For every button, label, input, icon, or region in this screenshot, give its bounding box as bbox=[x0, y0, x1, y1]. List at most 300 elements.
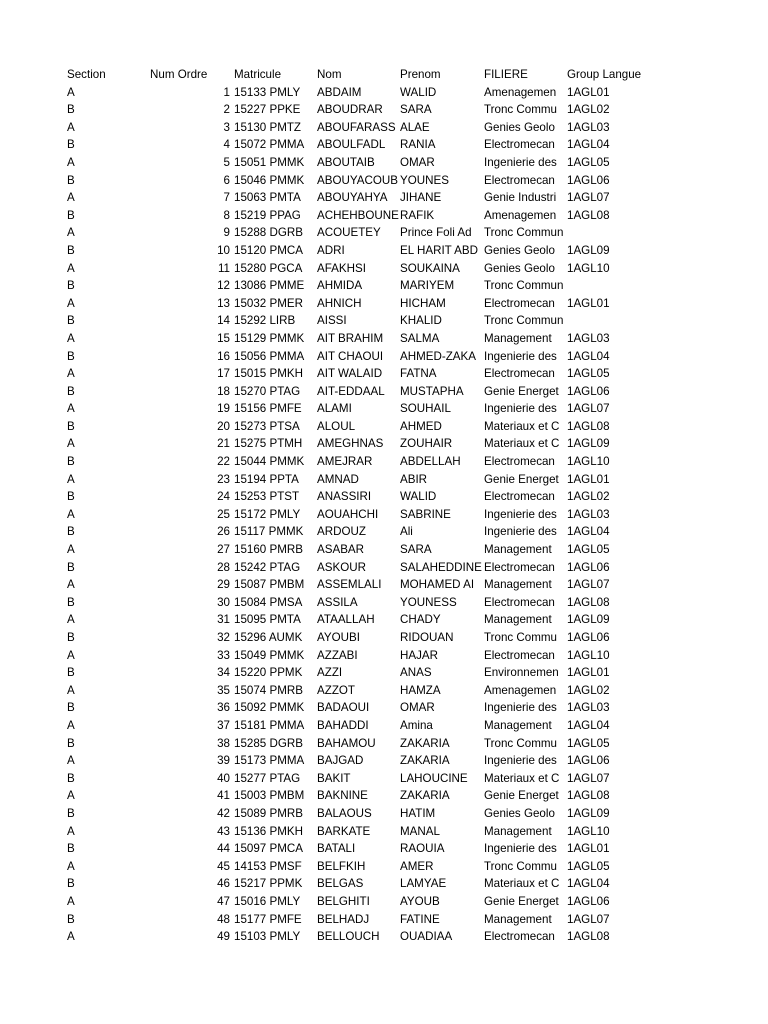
cell-group-langue: 1AGL10 bbox=[567, 261, 610, 275]
cell-num-ordre: 36 bbox=[217, 701, 230, 715]
cell-group-langue bbox=[567, 312, 657, 330]
cell-group-langue bbox=[567, 277, 657, 295]
cell-filiere: Genies Geolo bbox=[484, 243, 555, 257]
cell-group-langue: 1AGL01 bbox=[567, 296, 610, 310]
cell-filiere: Electromecan bbox=[484, 138, 555, 152]
cell-prenom: SOUHAIL bbox=[400, 402, 451, 416]
cell-prenom: AHMED bbox=[400, 419, 442, 433]
cell-prenom: FATNA bbox=[400, 367, 437, 381]
cell-nom: ABOUFARASS bbox=[317, 120, 396, 134]
cell-section: A bbox=[67, 648, 75, 662]
cell-filiere: Genie Energet bbox=[484, 384, 559, 398]
table-row bbox=[0, 875, 768, 893]
cell-num-ordre: 38 bbox=[217, 736, 230, 750]
table-row bbox=[0, 435, 768, 453]
cell-prenom: ABDELLAH bbox=[400, 455, 461, 469]
cell-group-langue: 1AGL09 bbox=[567, 806, 610, 820]
table-row bbox=[0, 172, 768, 190]
cell-section: B bbox=[67, 455, 75, 469]
cell-filiere: Electromecan bbox=[484, 455, 555, 469]
cell-num-ordre: 8 bbox=[223, 208, 230, 222]
cell-prenom: OMAR bbox=[400, 701, 435, 715]
cell-group-langue: 1AGL09 bbox=[567, 243, 610, 257]
cell-matricule: 15275 PTMH bbox=[234, 437, 303, 451]
table-row bbox=[0, 594, 768, 612]
cell-prenom: LAHOUCINE bbox=[400, 771, 468, 785]
cell-group-langue: 1AGL04 bbox=[567, 138, 610, 152]
cell-nom: ASSEMLALI bbox=[317, 578, 382, 592]
cell-prenom: Ali bbox=[400, 525, 413, 539]
cell-nom: BELGAS bbox=[317, 877, 364, 891]
cell-section: B bbox=[67, 701, 75, 715]
cell-group-langue: 1AGL05 bbox=[567, 859, 610, 873]
cell-filiere: Electromecan bbox=[484, 595, 555, 609]
cell-section: B bbox=[67, 736, 75, 750]
cell-group-langue: 1AGL03 bbox=[567, 507, 610, 521]
cell-group-langue: 1AGL05 bbox=[567, 543, 610, 557]
cell-section: B bbox=[67, 806, 75, 820]
table-row bbox=[0, 506, 768, 524]
cell-num-ordre: 33 bbox=[217, 648, 230, 662]
cell-nom: AMNAD bbox=[317, 472, 359, 486]
cell-section: A bbox=[67, 85, 75, 99]
cell-filiere: Tronc Commun bbox=[484, 279, 564, 293]
spreadsheet bbox=[0, 66, 768, 946]
cell-matricule: 15136 PMKH bbox=[234, 824, 303, 838]
cell-filiere: Ingenierie des bbox=[484, 349, 557, 363]
cell-nom: ABOUDRAR bbox=[317, 103, 383, 117]
cell-group-langue: 1AGL02 bbox=[567, 103, 610, 117]
cell-group-langue: 1AGL08 bbox=[567, 789, 610, 803]
cell-matricule: 15273 PTSA bbox=[234, 419, 300, 433]
cell-prenom: FATINE bbox=[400, 912, 440, 926]
cell-nom: AMEJRAR bbox=[317, 455, 373, 469]
header-group-langue: Group Langue bbox=[567, 68, 642, 81]
cell-filiere: Ingenierie des bbox=[484, 525, 557, 539]
cell-matricule: 15015 PMKH bbox=[234, 367, 303, 381]
cell-prenom: SARA bbox=[400, 103, 432, 117]
cell-section: A bbox=[67, 754, 75, 768]
cell-num-ordre: 24 bbox=[217, 490, 230, 504]
cell-nom: BATALI bbox=[317, 842, 356, 856]
cell-num-ordre: 11 bbox=[217, 261, 230, 275]
cell-filiere: Tronc Commu bbox=[484, 736, 558, 750]
table-row bbox=[0, 893, 768, 911]
cell-section: A bbox=[67, 472, 75, 486]
cell-matricule: 15056 PMMA bbox=[234, 349, 305, 363]
cell-prenom: SABRINE bbox=[400, 507, 451, 521]
cell-filiere: Management bbox=[484, 613, 552, 627]
cell-filiere: Management bbox=[484, 824, 552, 838]
cell-matricule: 15219 PPAG bbox=[234, 208, 301, 222]
table-row bbox=[0, 260, 768, 278]
cell-group-langue: 1AGL01 bbox=[567, 666, 610, 680]
cell-num-ordre: 25 bbox=[217, 507, 230, 521]
cell-nom: AIT BRAHIM bbox=[317, 331, 384, 345]
cell-matricule: 15292 LIRB bbox=[234, 314, 296, 328]
cell-prenom: AYOUB bbox=[400, 894, 440, 908]
cell-matricule: 15016 PMLY bbox=[234, 894, 301, 908]
cell-section: B bbox=[67, 384, 75, 398]
cell-nom: BAKIT bbox=[317, 771, 351, 785]
cell-filiere: Electromecan bbox=[484, 930, 555, 944]
cell-matricule: 15103 PMLY bbox=[234, 930, 301, 944]
cell-num-ordre: 34 bbox=[217, 666, 230, 680]
cell-filiere: Electromecan bbox=[484, 648, 555, 662]
cell-num-ordre: 26 bbox=[217, 525, 230, 539]
cell-matricule: 15217 PPMK bbox=[234, 877, 303, 891]
cell-nom: AHNICH bbox=[317, 296, 362, 310]
cell-prenom: RIDOUAN bbox=[400, 631, 454, 644]
cell-nom: BELFKIH bbox=[317, 859, 366, 873]
cell-filiere: Materiaux et C bbox=[484, 437, 560, 451]
cell-prenom: AHMED-ZAKA bbox=[400, 349, 477, 363]
cell-num-ordre: 49 bbox=[217, 930, 230, 944]
cell-prenom: WALID bbox=[400, 85, 437, 99]
table-row bbox=[0, 682, 768, 700]
header-section: Section bbox=[67, 68, 106, 81]
cell-section: A bbox=[67, 191, 75, 205]
cell-group-langue: 1AGL04 bbox=[567, 718, 610, 732]
cell-section: A bbox=[67, 578, 75, 592]
cell-matricule: 15285 DGRB bbox=[234, 736, 303, 750]
cell-filiere: Amenagemen bbox=[484, 683, 557, 697]
table-row bbox=[0, 787, 768, 805]
cell-filiere: Ingenierie des bbox=[484, 402, 557, 416]
cell-matricule: 15097 PMCA bbox=[234, 842, 303, 856]
table-row bbox=[0, 770, 768, 788]
cell-nom: ADRI bbox=[317, 243, 345, 257]
cell-section: B bbox=[67, 349, 75, 363]
cell-num-ordre: 35 bbox=[217, 683, 230, 697]
cell-num-ordre: 44 bbox=[217, 842, 230, 856]
cell-section: A bbox=[67, 507, 75, 521]
cell-group-langue: 1AGL07 bbox=[567, 402, 610, 416]
cell-num-ordre: 40 bbox=[217, 771, 230, 785]
table-row bbox=[0, 928, 768, 946]
cell-nom: ALAMI bbox=[317, 402, 352, 416]
cell-num-ordre: 23 bbox=[217, 472, 230, 486]
cell-matricule: 15242 PTAG bbox=[234, 560, 301, 574]
cell-filiere: Genie Energet bbox=[484, 789, 559, 803]
cell-filiere: Tronc Commu bbox=[484, 631, 558, 644]
cell-nom: ACHEHBOUNE bbox=[317, 208, 399, 222]
cell-group-langue: 1AGL09 bbox=[567, 613, 610, 627]
cell-prenom: SALMA bbox=[400, 331, 440, 345]
cell-group-langue: 1AGL04 bbox=[567, 877, 610, 891]
cell-section: A bbox=[67, 296, 75, 310]
cell-matricule: 15072 PMMA bbox=[234, 138, 305, 152]
cell-prenom: ANAS bbox=[400, 666, 432, 680]
cell-group-langue: 1AGL07 bbox=[567, 191, 610, 205]
cell-prenom: SARA bbox=[400, 543, 432, 557]
cell-matricule: 15046 PMMK bbox=[234, 173, 305, 187]
cell-matricule: 15063 PMTA bbox=[234, 191, 301, 205]
cell-section: A bbox=[67, 930, 75, 944]
cell-filiere: Electromecan bbox=[484, 367, 555, 381]
header-prenom: Prenom bbox=[400, 68, 441, 81]
cell-num-ordre: 43 bbox=[217, 824, 230, 838]
cell-num-ordre: 17 bbox=[217, 367, 230, 381]
cell-num-ordre: 41 bbox=[217, 789, 230, 803]
cell-matricule: 15129 PMMK bbox=[234, 331, 305, 345]
cell-matricule: 14153 PMSF bbox=[234, 859, 302, 873]
cell-nom: BADAOUI bbox=[317, 701, 370, 715]
cell-filiere: Tronc Commu bbox=[484, 103, 558, 117]
cell-prenom: SOUKAINA bbox=[400, 261, 460, 275]
cell-matricule: 15172 PMLY bbox=[234, 507, 301, 521]
cell-section: B bbox=[67, 243, 75, 257]
cell-num-ordre: 16 bbox=[217, 349, 230, 363]
header-num-ordre: Num Ordre bbox=[150, 68, 208, 81]
cell-section: A bbox=[67, 402, 75, 416]
cell-nom: AYOUBI bbox=[317, 631, 360, 644]
cell-prenom: ZAKARIA bbox=[400, 789, 450, 803]
table-row bbox=[0, 664, 768, 682]
cell-matricule: 15032 PMER bbox=[234, 296, 303, 310]
cell-prenom: Prince Foli Ad bbox=[400, 226, 472, 240]
table-row bbox=[0, 488, 768, 506]
cell-matricule: 15120 PMCA bbox=[234, 243, 303, 257]
cell-nom: ACOUETEY bbox=[317, 226, 381, 240]
cell-prenom: RAFIK bbox=[400, 208, 435, 222]
cell-nom: AFAKHSI bbox=[317, 261, 366, 275]
cell-section: B bbox=[67, 842, 75, 856]
table-row bbox=[0, 911, 768, 929]
cell-group-langue: 1AGL10 bbox=[567, 648, 610, 662]
cell-group-langue: 1AGL06 bbox=[567, 560, 610, 574]
table-row bbox=[0, 154, 768, 172]
cell-prenom: HATIM bbox=[400, 806, 436, 820]
cell-nom: AZZABI bbox=[317, 648, 358, 662]
cell-section: A bbox=[67, 789, 75, 803]
cell-prenom: MARIYEM bbox=[400, 279, 455, 293]
table-row bbox=[0, 699, 768, 717]
cell-nom: BELGHITI bbox=[317, 894, 370, 908]
cell-matricule: 15253 PTST bbox=[234, 490, 300, 504]
cell-filiere: Genie Industri bbox=[484, 191, 557, 205]
cell-filiere: Amenagemen bbox=[484, 85, 557, 99]
cell-num-ordre: 47 bbox=[217, 894, 230, 908]
cell-nom: AHMIDA bbox=[317, 279, 363, 293]
cell-section: A bbox=[67, 718, 75, 732]
cell-matricule: 15288 DGRB bbox=[234, 226, 303, 240]
table-row bbox=[0, 541, 768, 559]
cell-section: B bbox=[67, 314, 75, 328]
cell-section: B bbox=[67, 279, 75, 293]
cell-prenom: EL HARIT ABD bbox=[400, 243, 478, 257]
cell-filiere: Genies Geolo bbox=[484, 806, 555, 820]
cell-nom: BAHADDI bbox=[317, 718, 369, 732]
cell-num-ordre: 6 bbox=[223, 173, 230, 187]
table-row bbox=[0, 858, 768, 876]
cell-matricule: 15220 PPMK bbox=[234, 666, 303, 680]
cell-section: A bbox=[67, 331, 75, 345]
header-filiere: FILIERE bbox=[484, 68, 528, 81]
cell-num-ordre: 27 bbox=[217, 543, 230, 557]
table-row bbox=[0, 277, 768, 295]
cell-group-langue: 1AGL10 bbox=[567, 455, 610, 469]
cell-matricule: 15160 PMRB bbox=[234, 543, 303, 557]
cell-prenom: OMAR bbox=[400, 155, 435, 169]
cell-num-ordre: 42 bbox=[217, 806, 230, 820]
cell-num-ordre: 4 bbox=[223, 138, 230, 152]
cell-matricule: 15044 PMMK bbox=[234, 455, 305, 469]
cell-prenom: RANIA bbox=[400, 138, 436, 152]
cell-matricule: 15177 PMFE bbox=[234, 912, 302, 926]
cell-section: B bbox=[67, 173, 75, 187]
cell-filiere: Genies Geolo bbox=[484, 120, 555, 134]
cell-nom: AZZOT bbox=[317, 683, 355, 697]
cell-section: B bbox=[67, 138, 75, 152]
cell-prenom: ZAKARIA bbox=[400, 736, 450, 750]
cell-num-ordre: 30 bbox=[217, 595, 230, 609]
cell-prenom: OUADIAA bbox=[400, 930, 453, 944]
table-row bbox=[0, 717, 768, 735]
cell-nom: ABOULFADL bbox=[317, 138, 386, 152]
cell-section: A bbox=[67, 613, 75, 627]
cell-filiere: Management bbox=[484, 331, 552, 345]
cell-nom: AMEGHNAS bbox=[317, 437, 384, 451]
cell-group-langue bbox=[567, 224, 657, 242]
cell-num-ordre: 45 bbox=[217, 859, 230, 873]
cell-group-langue: 1AGL05 bbox=[567, 367, 610, 381]
cell-nom: ABDAIM bbox=[317, 85, 362, 99]
cell-num-ordre: 15 bbox=[217, 331, 230, 345]
header-matricule: Matricule bbox=[234, 68, 282, 81]
cell-group-langue: 1AGL06 bbox=[567, 173, 610, 187]
cell-nom: ASSILA bbox=[317, 595, 358, 609]
cell-section: A bbox=[67, 437, 75, 451]
header-nom: Nom bbox=[317, 68, 342, 81]
cell-filiere: Tronc Commun bbox=[484, 226, 564, 240]
cell-matricule: 15087 PMBM bbox=[234, 578, 305, 592]
cell-num-ordre: 10 bbox=[217, 243, 230, 257]
cell-group-langue: 1AGL01 bbox=[567, 472, 610, 486]
cell-nom: BALAOUS bbox=[317, 806, 372, 820]
table-row bbox=[0, 136, 768, 154]
cell-prenom: ALAE bbox=[400, 120, 430, 134]
cell-group-langue: 1AGL04 bbox=[567, 349, 610, 363]
cell-group-langue: 1AGL08 bbox=[567, 595, 610, 609]
cell-nom: BAJGAD bbox=[317, 754, 364, 768]
cell-section: A bbox=[67, 894, 75, 908]
cell-num-ordre: 14 bbox=[217, 314, 230, 328]
header-row bbox=[0, 66, 768, 84]
cell-prenom: CHADY bbox=[400, 613, 441, 627]
cell-num-ordre: 29 bbox=[217, 578, 230, 592]
cell-matricule: 15084 PMSA bbox=[234, 595, 303, 609]
cell-num-ordre: 21 bbox=[217, 437, 230, 451]
table-body bbox=[0, 84, 768, 946]
table-row bbox=[0, 735, 768, 753]
cell-filiere: Ingenierie des bbox=[484, 155, 557, 169]
cell-matricule: 15181 PMMA bbox=[234, 718, 305, 732]
cell-group-langue: 1AGL08 bbox=[567, 930, 610, 944]
cell-nom: BELLOUCH bbox=[317, 930, 380, 944]
table-row bbox=[0, 348, 768, 366]
cell-matricule: 15280 PGCA bbox=[234, 261, 303, 275]
table-row bbox=[0, 189, 768, 207]
cell-matricule: 15130 PMTZ bbox=[234, 120, 302, 134]
cell-nom: BAKNINE bbox=[317, 789, 368, 803]
cell-num-ordre: 7 bbox=[223, 191, 230, 205]
table-row bbox=[0, 84, 768, 102]
cell-filiere: Genie Energet bbox=[484, 472, 559, 486]
cell-nom: AIT CHAOUI bbox=[317, 349, 384, 363]
cell-nom: AIT WALAID bbox=[317, 367, 383, 381]
cell-prenom: HAMZA bbox=[400, 683, 441, 697]
cell-group-langue: 1AGL07 bbox=[567, 771, 610, 785]
cell-group-langue: 1AGL01 bbox=[567, 85, 610, 99]
cell-filiere: Electromecan bbox=[484, 296, 555, 310]
cell-group-langue: 1AGL03 bbox=[567, 120, 610, 134]
cell-filiere: Ingenierie des bbox=[484, 842, 557, 856]
cell-nom: ANASSIRI bbox=[317, 490, 372, 504]
table-row bbox=[0, 752, 768, 770]
cell-filiere: Management bbox=[484, 912, 552, 926]
cell-num-ordre: 39 bbox=[217, 754, 230, 768]
cell-group-langue: 1AGL08 bbox=[567, 419, 610, 433]
cell-nom: AOUAHCHI bbox=[317, 507, 379, 521]
cell-section: A bbox=[67, 824, 75, 838]
cell-prenom: ZOUHAIR bbox=[400, 437, 453, 451]
cell-section: B bbox=[67, 490, 75, 504]
cell-group-langue: 1AGL10 bbox=[567, 824, 610, 838]
cell-num-ordre: 9 bbox=[223, 226, 230, 240]
cell-filiere: Tronc Commun bbox=[484, 314, 564, 328]
cell-nom: ASKOUR bbox=[317, 560, 366, 574]
cell-section: A bbox=[67, 120, 75, 134]
cell-group-langue: 1AGL06 bbox=[567, 754, 610, 768]
cell-section: B bbox=[67, 771, 75, 785]
cell-matricule: 15227 PPKE bbox=[234, 103, 301, 117]
cell-section: B bbox=[67, 419, 75, 433]
cell-prenom: RAOUIA bbox=[400, 842, 445, 856]
cell-section: B bbox=[67, 666, 75, 680]
cell-matricule: 15003 PMBM bbox=[234, 789, 305, 803]
cell-nom: BAHAMOU bbox=[317, 736, 376, 750]
table-row bbox=[0, 471, 768, 489]
table-row bbox=[0, 119, 768, 137]
table-row bbox=[0, 207, 768, 225]
cell-filiere: Electromecan bbox=[484, 490, 555, 504]
cell-num-ordre: 22 bbox=[217, 455, 230, 469]
cell-matricule: 15117 PMMK bbox=[234, 525, 304, 539]
cell-prenom: JIHANE bbox=[400, 191, 442, 205]
cell-nom: AZZI bbox=[317, 666, 343, 680]
table-row bbox=[0, 383, 768, 401]
cell-group-langue: 1AGL07 bbox=[567, 912, 610, 926]
cell-filiere: Management bbox=[484, 543, 552, 557]
cell-group-langue: 1AGL01 bbox=[567, 842, 610, 856]
cell-matricule: 15095 PMTA bbox=[234, 613, 301, 627]
cell-prenom: HAJAR bbox=[400, 648, 439, 662]
cell-section: A bbox=[67, 261, 75, 275]
cell-filiere: Ingenierie des bbox=[484, 701, 557, 715]
cell-filiere: Materiaux et C bbox=[484, 419, 560, 433]
cell-matricule: 15194 PPTA bbox=[234, 472, 299, 486]
cell-num-ordre: 5 bbox=[223, 155, 230, 169]
cell-group-langue: 1AGL08 bbox=[567, 208, 610, 222]
cell-group-langue: 1AGL02 bbox=[567, 490, 610, 504]
cell-matricule: 15092 PMMK bbox=[234, 701, 305, 715]
cell-section: B bbox=[67, 208, 75, 222]
cell-nom: ARDOUZ bbox=[317, 525, 366, 539]
table-row bbox=[0, 224, 768, 242]
cell-matricule: 15277 PTAG bbox=[234, 771, 301, 785]
table-row bbox=[0, 295, 768, 313]
